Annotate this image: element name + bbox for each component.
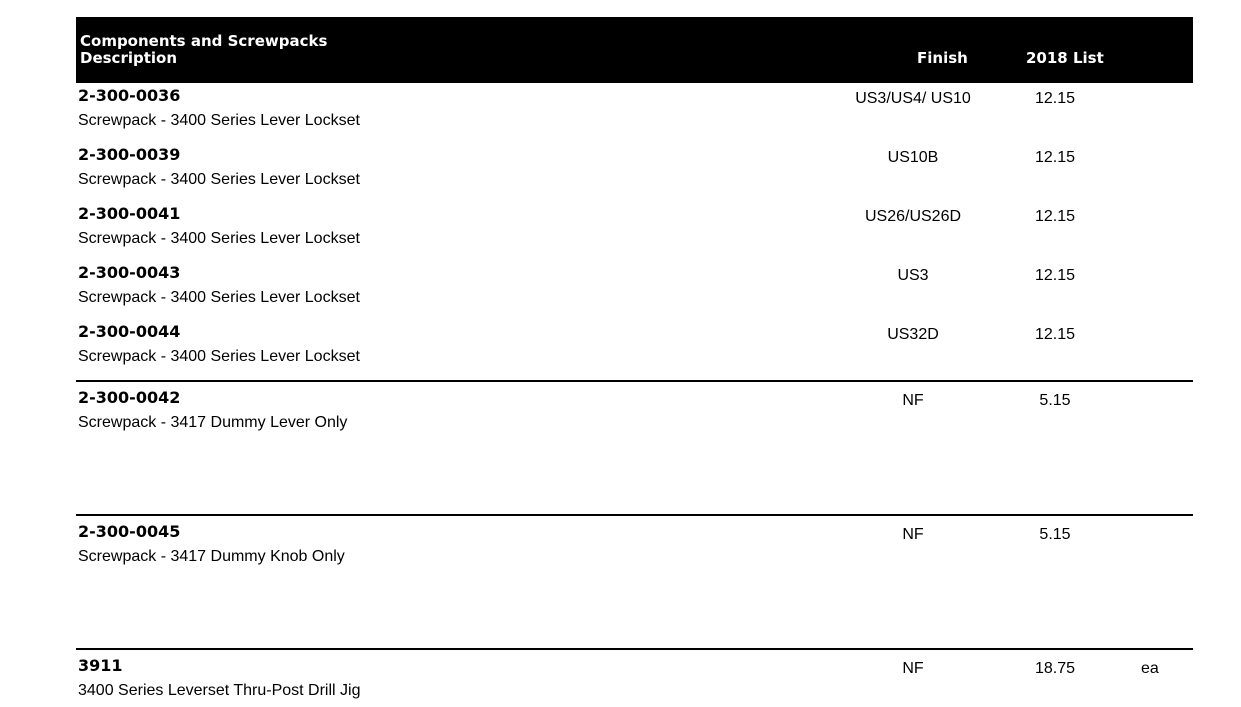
part-description: Screwpack - 3417 Dummy Lever Only xyxy=(78,414,348,431)
part-finish: US32D xyxy=(887,326,939,343)
part-number: 2-300-0036 xyxy=(78,86,181,105)
part-price: 12.15 xyxy=(1034,149,1076,166)
part-price: 12.15 xyxy=(1034,326,1076,343)
part-number: 3911 xyxy=(78,656,123,675)
row-divider xyxy=(76,648,1193,650)
table-header xyxy=(76,17,1193,83)
part-finish: US26/US26D xyxy=(864,208,962,225)
part-finish: NF xyxy=(902,392,924,409)
row-divider xyxy=(76,514,1193,516)
part-finish: US3 xyxy=(897,267,929,284)
part-number: 2-300-0039 xyxy=(78,145,181,164)
part-price: 12.15 xyxy=(1034,267,1076,284)
part-description: Screwpack - 3400 Series Lever Lockset xyxy=(78,112,360,129)
section-title: Components and Screwpacks xyxy=(80,32,328,50)
finish-column-header: Finish xyxy=(917,49,968,67)
part-price: 5.15 xyxy=(1039,526,1071,543)
part-description: Screwpack - 3400 Series Lever Lockset xyxy=(78,230,360,247)
part-finish: NF xyxy=(902,526,924,543)
part-number: 2-300-0041 xyxy=(78,204,181,223)
part-price: 12.15 xyxy=(1034,90,1076,107)
part-price: 12.15 xyxy=(1034,208,1076,225)
part-description: 3400 Series Leverset Thru-Post Drill Jig xyxy=(78,682,361,699)
part-description: Screwpack - 3400 Series Lever Lockset xyxy=(78,289,360,306)
list-price-column-header: 2018 List xyxy=(1026,49,1104,67)
part-finish: NF xyxy=(902,660,924,677)
part-description: Screwpack - 3417 Dummy Knob Only xyxy=(78,548,345,565)
part-description: Screwpack - 3400 Series Lever Lockset xyxy=(78,348,360,365)
part-number: 2-300-0043 xyxy=(78,263,181,282)
row-divider xyxy=(76,380,1193,382)
description-column-header: Description xyxy=(80,49,178,67)
part-number: 2-300-0044 xyxy=(78,322,181,341)
part-finish: US10B xyxy=(887,149,939,166)
part-number: 2-300-0042 xyxy=(78,388,181,407)
part-number: 2-300-0045 xyxy=(78,522,181,541)
part-unit: ea xyxy=(1141,660,1159,677)
part-price: 5.15 xyxy=(1039,392,1071,409)
part-description: Screwpack - 3400 Series Lever Lockset xyxy=(78,171,360,188)
part-price: 18.75 xyxy=(1034,660,1076,677)
part-finish: US3/US4/ US10 xyxy=(855,90,971,107)
